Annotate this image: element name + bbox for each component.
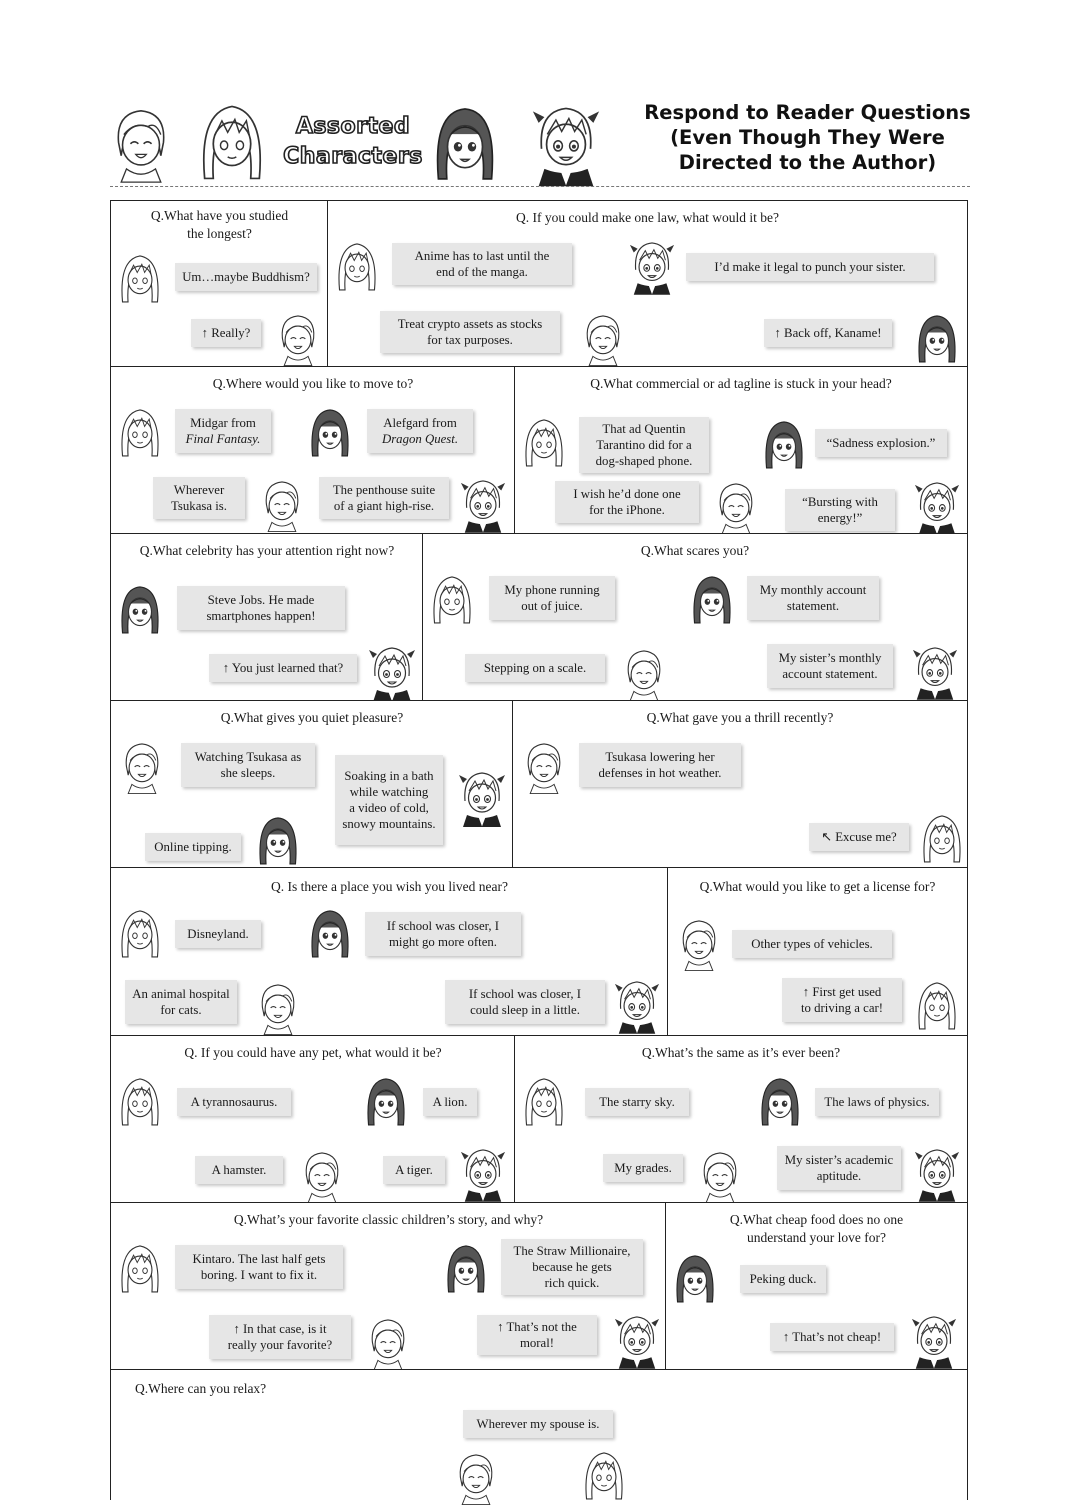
panel-studied <box>110 200 329 368</box>
speech-bubble: ↑ You just learned that? <box>209 654 357 682</box>
title-line: Assorted <box>295 114 411 139</box>
speech-bubble: ↑ First get used to driving a car! <box>782 978 902 1022</box>
panel-scares <box>422 533 968 702</box>
speech-bubble: My phone running out of juice. <box>489 576 615 620</box>
panel-celebrity <box>110 533 424 702</box>
question: Q.What gives you quiet pleasure? <box>220 710 404 725</box>
tsukasa-face-icon <box>117 1072 163 1130</box>
question: Q.What commercial or ad tagline is stuck in your head? <box>590 376 892 391</box>
aya-face-icon <box>613 976 661 1034</box>
nasa-face-icon <box>299 1146 345 1204</box>
aya-face-icon <box>913 1144 961 1202</box>
speech-bubble: Kintaro. The last half gets boring. I want to fix it. <box>175 1245 343 1289</box>
aya-face-icon <box>459 475 507 533</box>
aya-face-icon <box>628 237 676 295</box>
speech-bubble: My sister’s monthly account statement. <box>767 644 893 688</box>
speech-bubble: The penthouse suite of a giant high-rise. <box>319 477 449 519</box>
nasa-face-icon <box>521 737 567 795</box>
question: Q.What’s the same as it’s ever been? <box>641 1045 841 1060</box>
tsukasa-face-icon <box>117 249 163 307</box>
question: Q.Where would you like to move to? <box>212 376 414 391</box>
speech-bubble: If school was closer, I could sleep in a little. <box>445 980 605 1024</box>
nasa-face-icon <box>259 475 305 533</box>
speech-bubble: That ad Quentin Tarantino did for a dog-shaped phone. <box>579 417 709 473</box>
nasa-face-icon <box>275 309 321 367</box>
nasa-face-icon <box>453 1448 499 1506</box>
panel-quiet-pleasure <box>110 700 514 869</box>
nasa-face-icon <box>365 1313 411 1371</box>
speech-bubble: My monthly account statement. <box>747 576 879 620</box>
panel-relax <box>110 1369 968 1500</box>
kaname-face-icon <box>307 403 353 461</box>
panel-pet <box>110 1035 516 1204</box>
speech-bubble: A hamster. <box>195 1156 283 1184</box>
question: Q.What celebrity has your attention right now? <box>139 543 395 558</box>
aya-face-icon <box>913 477 961 535</box>
speech-bubble: A lion. <box>423 1088 477 1116</box>
panel-cheap-food <box>665 1202 968 1371</box>
tsukasa-face-icon <box>429 570 475 628</box>
speech-bubble: ↑ That’s not the moral! <box>477 1315 597 1355</box>
speech-bubble: An animal hospital for cats. <box>125 980 237 1024</box>
kaname-face-icon <box>443 1239 489 1297</box>
kaname-face-icon <box>117 580 163 638</box>
nasa-face-icon <box>621 644 667 702</box>
speech-bubble: Wherever Tsukasa is. <box>153 477 245 519</box>
kaname-face-icon <box>255 811 301 869</box>
speech-bubble: Anime has to last until the end of the manga. <box>392 243 572 285</box>
aya-face-icon <box>910 1311 958 1369</box>
speech-bubble: My grades. <box>603 1154 683 1182</box>
answer-line: Dragon Quest. <box>381 432 459 446</box>
nasa-face-icon <box>697 1146 743 1204</box>
tsukasa-face-icon <box>521 1072 567 1130</box>
speech-bubble: Watching Tsukasa as she sleeps. <box>181 743 315 787</box>
tsukasa-face-icon <box>117 403 163 461</box>
panel-license <box>667 867 968 1037</box>
speech-bubble: “Sadness explosion.” <box>815 429 947 457</box>
speech-bubble: ↑ Really? <box>191 319 261 347</box>
speech-bubble: The laws of physics. <box>815 1088 939 1116</box>
speech-bubble: A tyrannosaurus. <box>177 1088 291 1116</box>
tsukasa-face-icon <box>334 237 380 295</box>
tsukasa-face-icon <box>117 1239 163 1297</box>
speech-bubble: ↖ Excuse me? <box>809 823 909 851</box>
speech-bubble: Stepping on a scale. <box>465 654 605 682</box>
aya-face-icon <box>367 642 417 702</box>
speech-bubble: “Bursting with energy!” <box>785 489 895 531</box>
speech-bubble: ↑ That’s not cheap! <box>770 1323 894 1351</box>
nasa-face-icon <box>108 95 174 190</box>
title-line: (Even Though They Were <box>670 126 945 149</box>
nasa-face-icon <box>255 978 301 1036</box>
speech-bubble: My sister’s academic aptitude. <box>777 1146 901 1190</box>
panel-tagline <box>514 366 968 535</box>
title-line: Respond to Reader Questions <box>644 101 971 124</box>
question: Q.Where can you relax? <box>135 1381 267 1396</box>
question: Q.What cheap food does no one understand your love for? <box>729 1212 904 1245</box>
aya-face-icon <box>457 767 507 827</box>
tsukasa-face-icon <box>521 413 567 471</box>
page-title <box>640 100 975 175</box>
answer-line: Final Fantasy. <box>185 432 261 446</box>
panel-one-law <box>327 200 968 368</box>
speech-bubble: Um…maybe Buddhism? <box>175 263 317 291</box>
question: Q. Is there a place you wish you lived near? <box>271 879 508 894</box>
speech-bubble: ↑ Back off, Kaname! <box>764 319 892 347</box>
tsukasa-face-icon <box>914 976 960 1034</box>
speech-bubble: Tsukasa lowering her defenses in hot weather. <box>579 743 741 787</box>
speech-bubble: Other types of vehicles. <box>732 930 892 958</box>
kaname-face-icon <box>307 904 353 962</box>
panel-same <box>514 1035 968 1204</box>
question: Q.What’s your favorite classic children’s story, and why? <box>233 1212 544 1227</box>
kaname-face-icon <box>430 95 500 190</box>
speech-bubble: Disneyland. <box>175 920 261 948</box>
question: Q.What would you like to get a license for? <box>699 879 936 894</box>
speech-bubble: Online tipping. <box>145 833 241 861</box>
aya-face-icon <box>530 96 602 190</box>
kaname-face-icon <box>672 1249 718 1307</box>
answer-line: Midgar from <box>190 416 256 430</box>
panel-move-to <box>110 366 516 535</box>
speech-bubble: I’d make it legal to punch your sister. <box>686 253 934 281</box>
tsukasa-face-icon <box>117 904 163 962</box>
title-line: Characters <box>283 144 423 169</box>
nasa-face-icon <box>713 477 759 535</box>
tsukasa-face-icon <box>919 809 965 867</box>
question: Q.What scares you? <box>640 543 750 558</box>
question: Q. If you could have any pet, what would it be? <box>184 1045 442 1060</box>
kaname-face-icon <box>757 1072 803 1130</box>
speech-bubble: Treat crypto assets as stocks for tax purposes. <box>380 311 560 353</box>
speech-bubble: ↑ In that case, is it really your favorite? <box>209 1315 351 1359</box>
title-line: Directed to the Author) <box>678 151 937 174</box>
speech-bubble: The starry sky. <box>585 1088 689 1116</box>
aya-face-icon <box>459 1144 507 1202</box>
speech-bubble: I wish he’d done one for the iPhone. <box>555 481 699 523</box>
speech-bubble: Steve Jobs. He made smartphones happen! <box>177 586 345 630</box>
question: Q.What have you studied the longest? <box>150 208 289 241</box>
aya-face-icon <box>613 1311 661 1369</box>
nasa-face-icon <box>676 914 722 972</box>
speech-bubble: Peking duck. <box>740 1265 826 1293</box>
title-art <box>278 112 428 172</box>
aya-face-icon <box>911 642 959 700</box>
speech-bubble <box>175 409 271 453</box>
speech-bubble: The Straw Millionaire, because he gets rich quick. <box>501 1239 643 1295</box>
speech-bubble: Wherever my spouse is. <box>463 1410 613 1438</box>
question: Q. If you could make one law, what would it be? <box>515 210 780 225</box>
question: Q.What gave you a thrill recently? <box>646 710 834 725</box>
kaname-face-icon <box>914 309 960 367</box>
panel-live-near <box>110 867 669 1037</box>
nasa-face-icon <box>119 737 165 795</box>
speech-bubble: Soaking in a bath while watching a video of cold, snowy mountains. <box>335 755 443 845</box>
speech-bubble: If school was closer, I might go more often. <box>365 912 521 956</box>
panel-thrill <box>512 700 968 869</box>
speech-bubble: A tiger. <box>383 1156 445 1184</box>
panel-childrens-story <box>110 1202 667 1371</box>
nasa-face-icon <box>580 309 626 367</box>
kaname-face-icon <box>689 570 735 628</box>
answer-line: Alefgard from <box>383 416 457 430</box>
tsukasa-face-icon <box>196 92 268 190</box>
kaname-face-icon <box>761 415 807 473</box>
speech-bubble <box>367 409 473 453</box>
tsukasa-face-icon <box>581 1446 627 1504</box>
kaname-face-icon <box>363 1072 409 1130</box>
header-divider <box>110 186 970 187</box>
